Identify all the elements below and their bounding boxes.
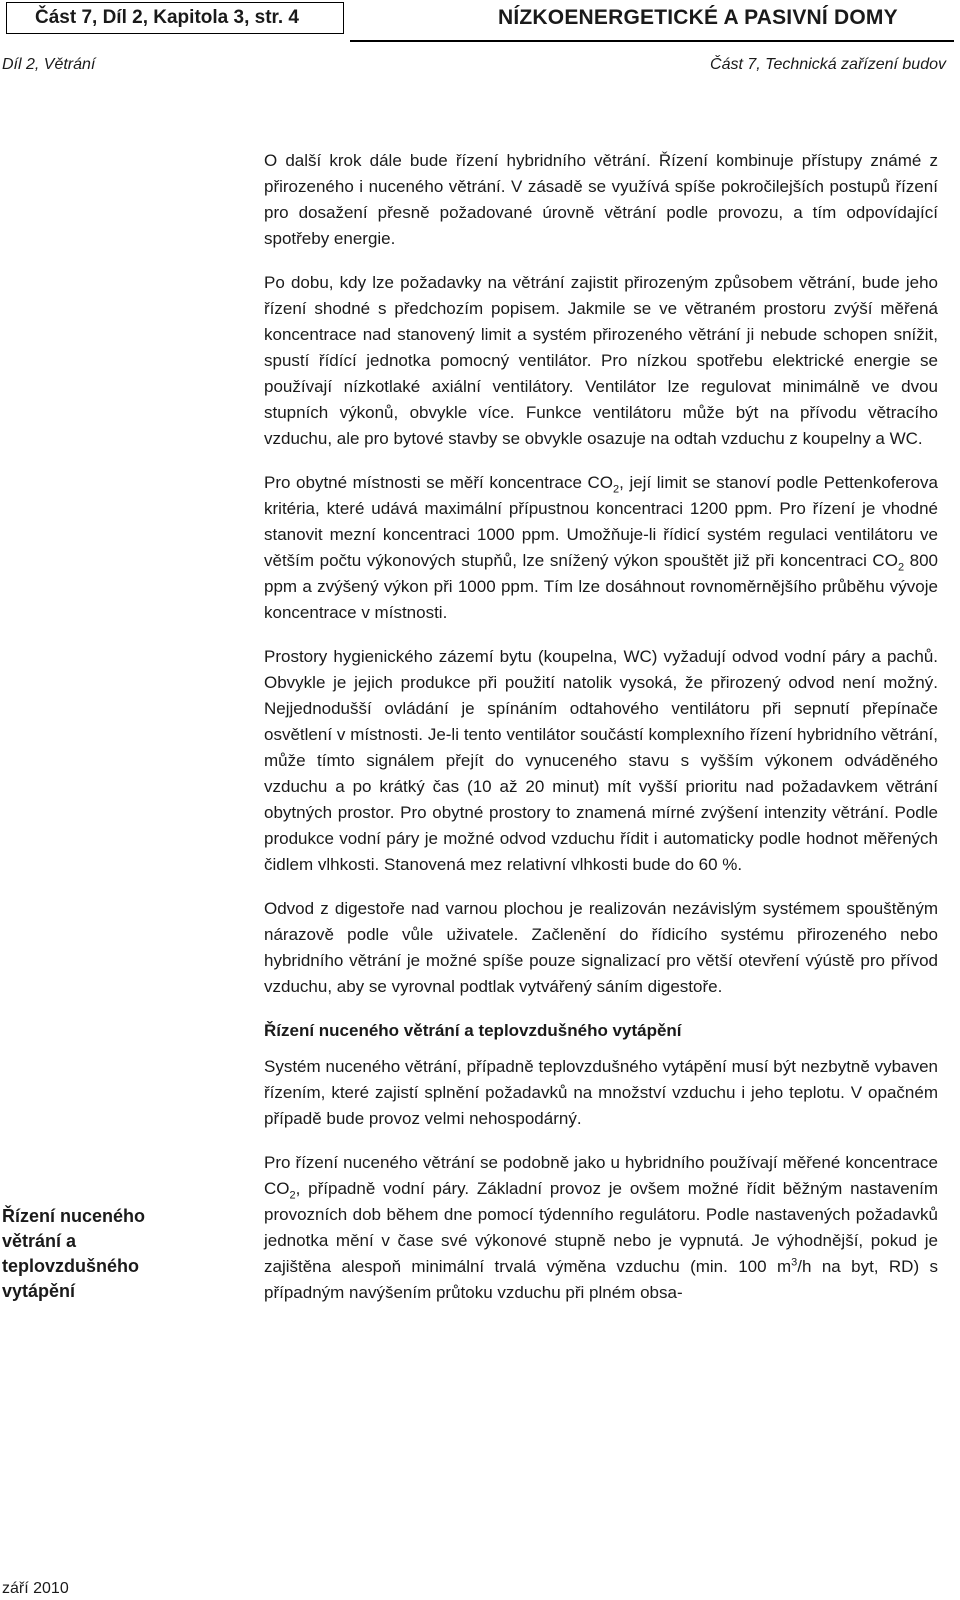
paragraph-natural-mode: Po dobu, kdy lze požadavky na větrání zajistit přirozeným způsobem větrání, bude jeho řízení shodné s předchozím popisem. Jakmile se ve větraném prostoru zvýší měřená koncentrace nad stanovený limit a systém přirozeného větrání ji nebude schopen snížit, spustí řídící jednotka pomocný ventilátor. Pro nízkou spotřebu elektrické energie se používají nízkotlaké axiální ventilátory. Ventilátor lze regulovat minimálně ve dvou stupních výkonů, obvykle více. Funkce ventilátoru může být na přívodu větracího vzduchu, ale pro bytové stavby se obvykle osazuje na odtah vzduchu z koupelny a WC. [264,273,938,448]
paragraph-hybrid-control: O další krok dále bude řízení hybridního větrání. Řízení kombinuje přístupy známé z přirozeného i nuceného větrání. V zásadě se využívá spíše pokročilejších postupů řízení pro dosažení přesně požadované úrovně větrání podle provozu, a tím odpovídající spotřeby energie. [264,151,938,248]
publication-title: NÍZKOENERGETICKÉ A PASIVNÍ DOMY [498,6,898,29]
paragraph-forced-control: Pro řízení nuceného větrání se podobně jako u hybridního používají měřené koncentrace $CO_2$, případně vodní páry. Základní provoz je ovšem možné řídit běžným nastavením provozních dob během dne pomocí týdenního regulátoru. Podle nastavených požadavků jednotka mění v čase své výkonové stupně nebo je vypnutá. Je výhodnější, pokud je zajištěna alespoň minimální trvalá výměna vzduchu (min. 100 $m^3/h$ na byt, RD) s případným navýšením průtoku vzduchu při plném obsa- [264,1153,938,1302]
section-heading: Řízení nuceného větrání a teplovzdušného vytápění [264,1021,682,1040]
chapter-breadcrumb: Část 7, Díl 2, Kapitola 3, str. 4 [6,2,344,34]
footer-date: září 2010 [2,1580,69,1597]
paragraph-kitchen-hood: Odvod z digestoře nad varnou plochou je realizován nezávislým systémem spouštěným nárazově podle vůle uživatele. Začlenění do řídicího systému přirozeného nebo hybridního větrání je možné spíše pouze signalizací pro větší otevření výústě pro přívod vzduchu, aby se vyrovnal podtlak vytvářený sáním digestoře. [264,899,938,996]
section-label-right: Část 7, Technická zařízení budov [710,56,946,73]
margin-heading: Řízení nuceného větrání a teplovzdušného vytápění [2,1206,146,1301]
paragraph-hygiene-rooms: Prostory hygienického zázemí bytu (koupelna, WC) vyžadují odvod vodní páry a pachů. Obvykle je jejich produkce při použití natolik vysoká, že přirozený odvod není možný. Nejjednodušší ovládání je spínáním odtahového ventilátoru při sepnutí přepínače osvětlení v místnosti. Je-li tento ventilátor součástí komplexního řízení hybridního větrání, může tímto signálem přejít do vynuceného stavu s vyšším výkonem odváděného vzduchu a po krátký čas (10 až 20 minut) mít vyšší prioritu nad požadavkem větrání obytných prostor. Pro obytné prostory to znamená mírné zvýšení intenzity větrání. Podle produkce vodní páry je možné odvod vzduchu řídit i automaticky podle hodnot měřených čidlem vlhkosti. Stanovená mez relativní vlhkosti bude do 60 %. [264,647,938,874]
article-body [264,148,938,1306]
paragraph-forced-ventilation: Systém nuceného větrání, případně teplovzdušného vytápění musí být nezbytně vybaven řízením, které zajistí splnění požadavků na množství vzduchu i jeho teplotu. V opačném případě bude provoz velmi nehospodárný. [264,1057,938,1128]
section-label-left: Díl 2, Větrání [2,56,96,73]
header-rule [350,40,954,42]
paragraph-co2-limits: Pro obytné místnosti se měří koncentrace $CO_2$, její limit se stanoví podle Pettenkoferova kritéria, které udává maximální přípustnou koncentraci 1200 ppm. Pro řízení je vhodné stanovit mezní koncentraci 1000 ppm. Umožňuje-li řídicí systém regulaci ventilátoru ve větším počtu výkonových stupňů, lze snížený výkon spouštět již při koncentraci $CO_2$ 800 ppm a zvýšený výkon při 1000 ppm. Tím lze dosáhnout rovnoměrnějšího průběhu vývoje koncentrace v místnosti. [264,473,939,622]
